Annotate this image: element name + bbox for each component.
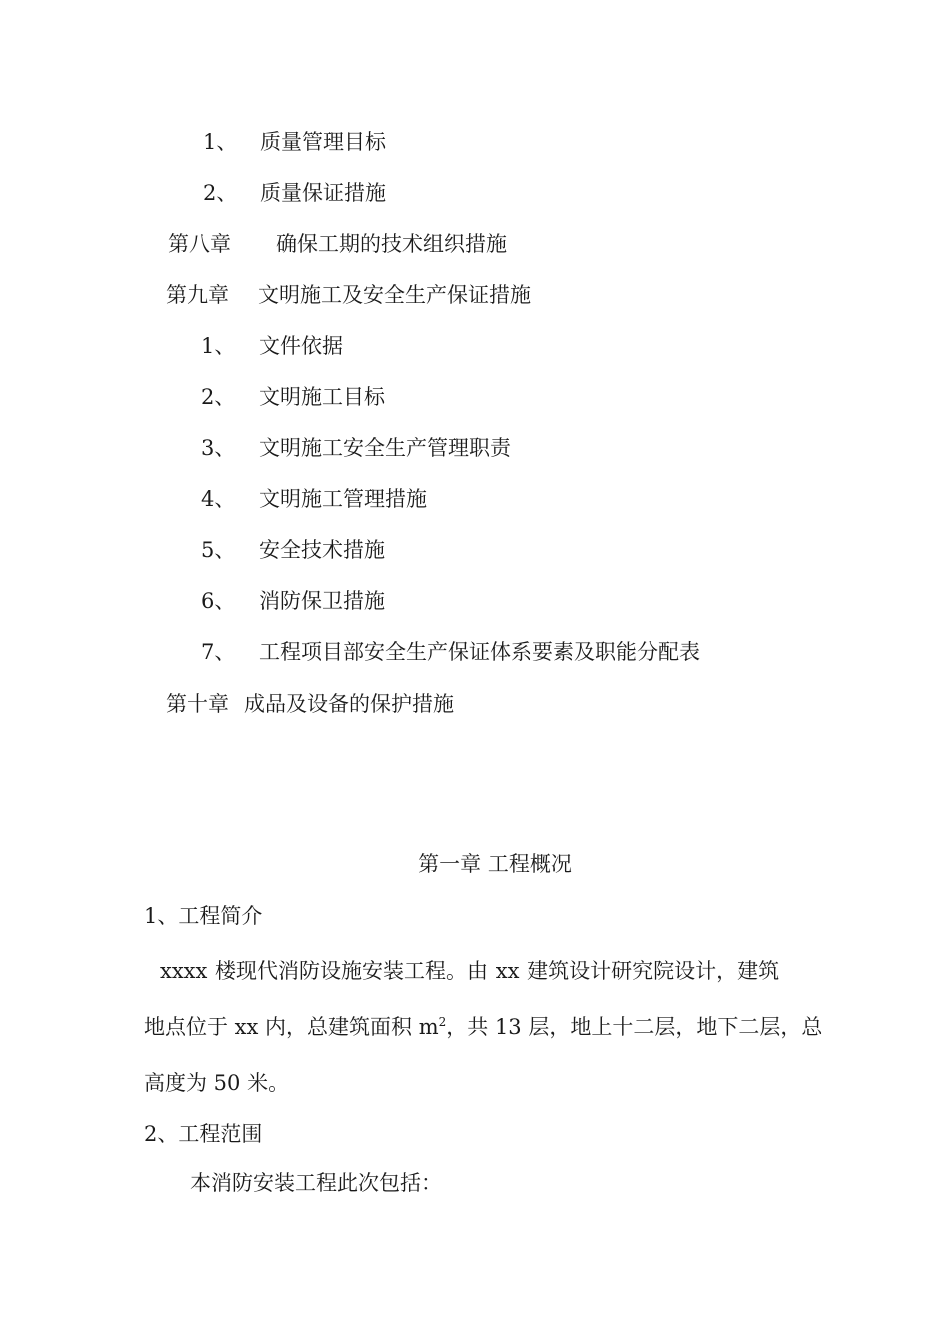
- toc-item-text: 文明施工管理措施: [259, 487, 427, 511]
- toc-item-text: 安全技术措施: [259, 538, 385, 562]
- toc-item: [201, 382, 385, 412]
- toc-item-text: 文件依据: [259, 334, 343, 358]
- paragraph-line: 高度为 50 米。: [144, 1071, 290, 1095]
- toc-chapter-number: 第十章: [166, 692, 229, 716]
- section-heading-project-intro: 1、工程简介: [144, 904, 263, 928]
- toc-item-quality-measures: [203, 178, 386, 208]
- toc-chapter-text: 确保工期的技术组织措施: [276, 232, 507, 256]
- toc-chapter-8: [168, 229, 507, 259]
- toc-item-number: 1、: [203, 130, 238, 154]
- paragraph-line: [144, 1012, 822, 1042]
- chapter-title: 第一章 工程概况: [418, 852, 572, 876]
- toc-item-number: 1、: [201, 334, 236, 358]
- paragraph-line: 本消防安装工程此次包括：: [190, 1171, 442, 1195]
- paragraph-text: 地点位于 xx 内，总建筑面积 m: [144, 1015, 439, 1039]
- toc-item: [201, 331, 343, 361]
- toc-item-number: 7、: [201, 640, 236, 664]
- toc-item-text: 质量保证措施: [260, 181, 386, 205]
- toc-chapter-10: [166, 689, 454, 719]
- toc-item: [201, 586, 385, 616]
- toc-item-text: 质量管理目标: [260, 130, 386, 154]
- toc-item-number: 5、: [201, 538, 236, 562]
- toc-chapter-number: 第八章: [168, 232, 231, 256]
- section-heading-project-scope: 2、工程范围: [144, 1122, 263, 1146]
- toc-item-text: 消防保卫措施: [259, 589, 385, 613]
- toc-item-quality-goal: [203, 127, 386, 157]
- toc-item-number: 3、: [201, 436, 236, 460]
- toc-item-text: 工程项目部安全生产保证体系要素及职能分配表: [259, 640, 700, 664]
- superscript: 2: [438, 1015, 447, 1029]
- toc-item-number: 6、: [201, 589, 236, 613]
- toc-item-number: 2、: [201, 385, 236, 409]
- toc-chapter-text: 成品及设备的保护措施: [244, 692, 454, 716]
- toc-item: [201, 535, 385, 565]
- toc-item-number: 2、: [203, 181, 238, 205]
- toc-chapter-9: [166, 280, 531, 310]
- toc-chapter-text: 文明施工及安全生产保证措施: [258, 283, 531, 307]
- toc-item: [201, 433, 511, 463]
- toc-item: [201, 637, 700, 667]
- paragraph-line: xxxx 楼现代消防设施安装工程。由 xx 建筑设计研究院设计，建筑: [160, 959, 780, 983]
- toc-chapter-number: 第九章: [166, 283, 229, 307]
- toc-item-text: 文明施工安全生产管理职责: [259, 436, 511, 460]
- toc-item: [201, 484, 427, 514]
- toc-item-number: 4、: [201, 487, 236, 511]
- toc-item-text: 文明施工目标: [259, 385, 385, 409]
- paragraph-text: ，共 13 层，地上十二层，地下二层，总: [446, 1015, 823, 1039]
